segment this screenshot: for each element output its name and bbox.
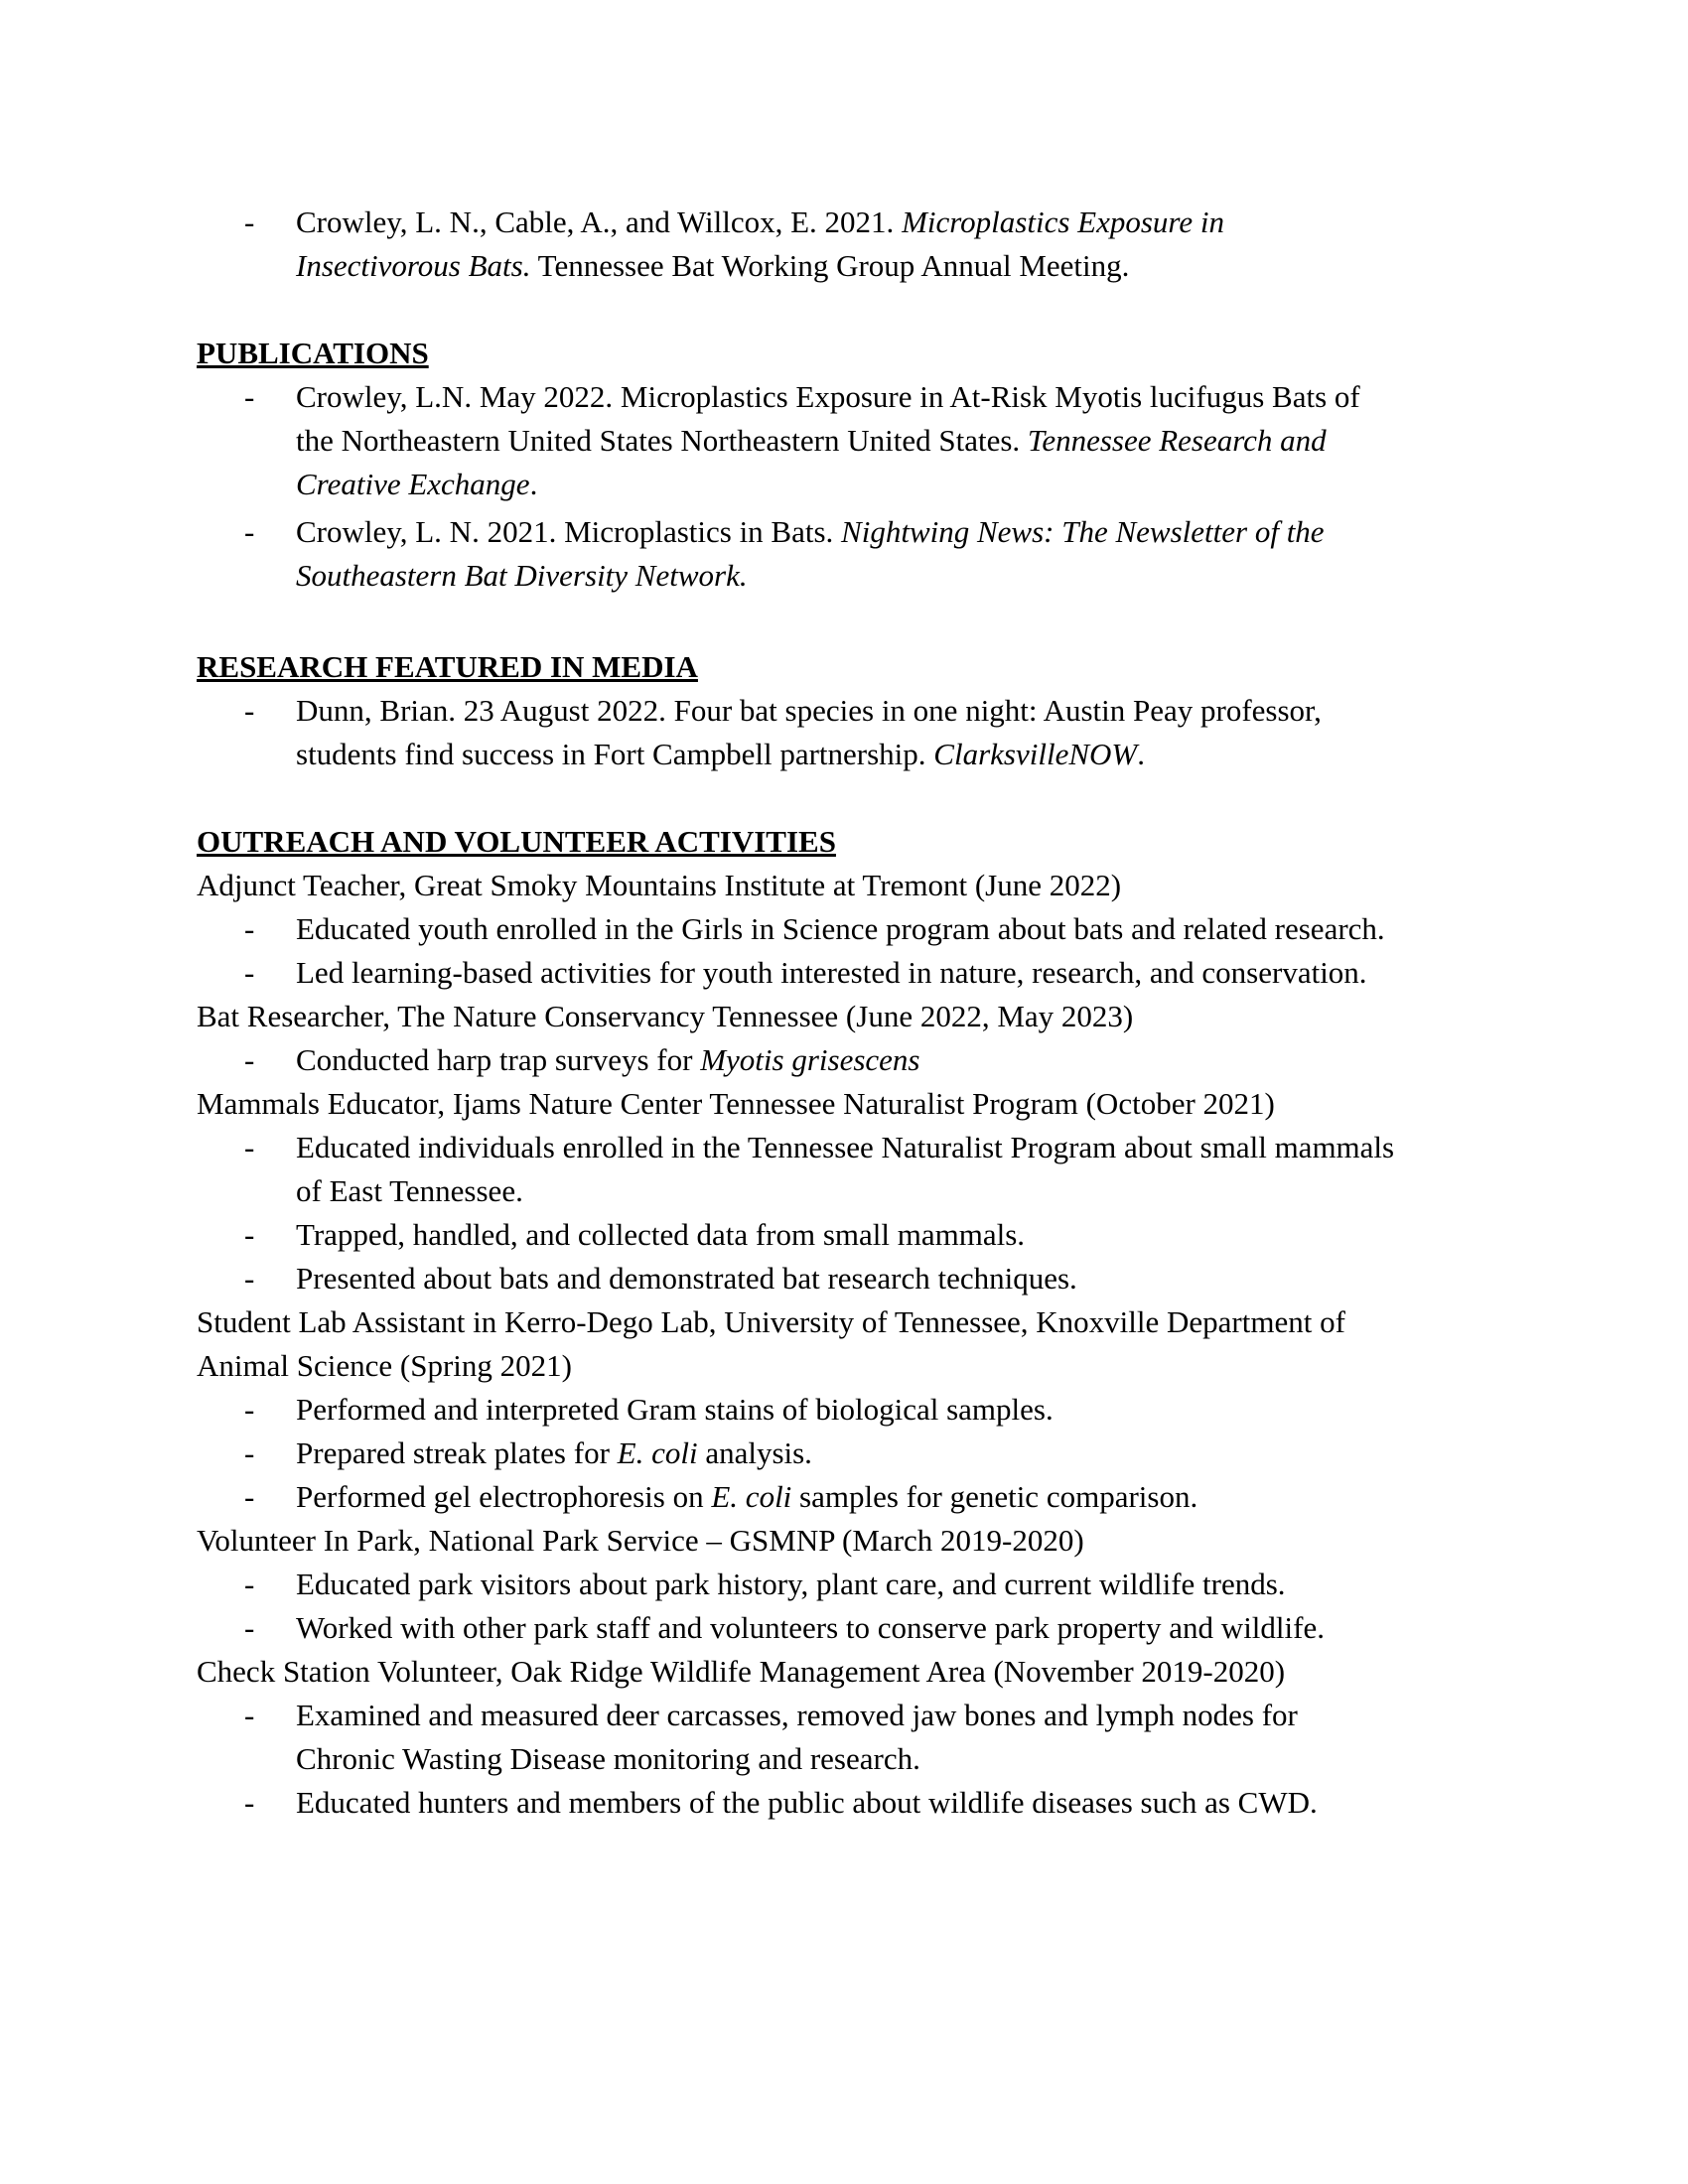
bullet-dash: - (244, 693, 255, 728)
publication-item: - Crowley, L.N. May 2022. Microplastics Exposure in At-Risk Myotis lucifugus Bats of (197, 375, 1507, 419)
bullet-dash: - (244, 1261, 255, 1296)
publication-item: - Crowley, L. N. 2021. Microplastics in Bats. Nightwing News: The Newsletter of the (197, 510, 1507, 554)
media-item-cont: students find success in Fort Campbell partnership. ClarksvilleNOW. (296, 737, 1145, 771)
outreach-heading: OUTREACH AND VOLUNTEER ACTIVITIES (197, 824, 836, 859)
role-bullet: - Performed and interpreted Gram stains of biological samples. (197, 1388, 1507, 1432)
role-title: Bat Researcher, The Nature Conservancy Tennessee (June 2022, May 2023) (197, 999, 1134, 1033)
role-bullet: - Educated hunters and members of the public about wildlife diseases such as CWD. (197, 1781, 1507, 1825)
page-content (197, 201, 1507, 1825)
bullet-dash: - (244, 1130, 255, 1164)
role-bullet: - Led learning-based activities for youth interested in nature, research, and conservation. (197, 951, 1507, 995)
role-bullet: - Educated park visitors about park history, plant care, and current wildlife trends. (197, 1563, 1507, 1606)
media-item: - Dunn, Brian. 23 August 2022. Four bat species in one night: Austin Peay professor, (197, 689, 1507, 733)
role-bullet: - Conducted harp trap surveys for Myotis grisescens (197, 1038, 1507, 1082)
publication-item-cont: Southeastern Bat Diversity Network. (296, 558, 748, 593)
publication-item-cont: Creative Exchange. (296, 467, 538, 501)
role-bullet: - Trapped, handled, and collected data from small mammals. (197, 1213, 1507, 1257)
role-title-cont: Animal Science (Spring 2021) (197, 1348, 572, 1383)
role-bullet: - Prepared streak plates for E. coli analysis. (197, 1432, 1507, 1475)
role-title: Mammals Educator, Ijams Nature Center Tennessee Naturalist Program (October 2021) (197, 1086, 1275, 1121)
bullet-dash: - (244, 379, 255, 414)
bullet-dash: - (244, 514, 255, 549)
role-title: Volunteer In Park, National Park Service – GSMNP (March 2019-2020) (197, 1523, 1084, 1558)
role-bullet: - Educated youth enrolled in the Girls in Science program about bats and related research. (197, 907, 1507, 951)
bullet-dash: - (244, 1392, 255, 1427)
role-bullet-cont: Chronic Wasting Disease monitoring and research. (296, 1741, 920, 1776)
bullet-dash: - (244, 1042, 255, 1077)
publication-item-cont: the Northeastern United States Northeastern United States. Tennessee Research and (296, 423, 1327, 458)
role-bullet: - Worked with other park staff and volunteers to conserve park property and wildlife. (197, 1606, 1507, 1650)
role-title: Adjunct Teacher, Great Smoky Mountains Institute at Tremont (June 2022) (197, 868, 1122, 902)
bullet-dash: - (244, 205, 255, 239)
bullet-dash: - (244, 955, 255, 990)
bullet-dash: - (244, 1479, 255, 1514)
bullet-dash: - (244, 1698, 255, 1732)
role-bullet: - Presented about bats and demonstrated bat research techniques. (197, 1257, 1507, 1300)
presentation-item-cont: Insectivorous Bats. Tennessee Bat Working Group Annual Meeting. (296, 248, 1130, 283)
bullet-dash: - (244, 1435, 255, 1470)
bullet-dash: - (244, 1567, 255, 1601)
role-bullet-cont: of East Tennessee. (296, 1173, 523, 1208)
publications-heading: PUBLICATIONS (197, 336, 429, 370)
bullet-dash: - (244, 911, 255, 946)
bullet-dash: - (244, 1610, 255, 1645)
bullet-dash: - (244, 1785, 255, 1820)
role-title: Student Lab Assistant in Kerro-Dego Lab, University of Tennessee, Knoxville Department of (197, 1304, 1345, 1339)
role-title: Check Station Volunteer, Oak Ridge Wildlife Management Area (November 2019-2020) (197, 1654, 1286, 1689)
role-bullet: - Examined and measured deer carcasses, removed jaw bones and lymph nodes for (197, 1694, 1507, 1737)
media-heading: RESEARCH FEATURED IN MEDIA (197, 649, 698, 684)
bullet-dash: - (244, 1217, 255, 1252)
role-bullet: - Educated individuals enrolled in the Tennessee Naturalist Program about small mammals (197, 1126, 1507, 1169)
presentation-item: - Crowley, L. N., Cable, A., and Willcox, E. 2021. Microplastics Exposure in (197, 201, 1507, 244)
role-bullet: - Performed gel electrophoresis on E. coli samples for genetic comparison. (197, 1475, 1507, 1519)
